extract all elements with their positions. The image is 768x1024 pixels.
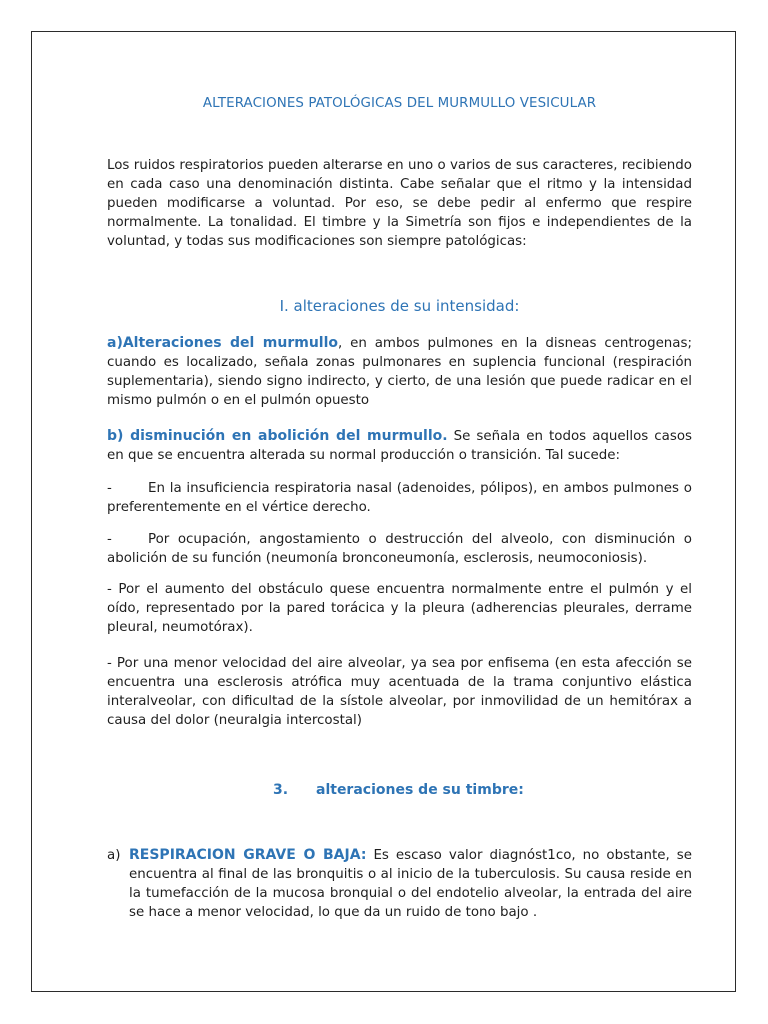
item-a-paragraph bbox=[107, 334, 692, 410]
dash-item-1 bbox=[107, 479, 692, 517]
item-b-text: Se señala en todos aquellos casos en que se encuentra alterada su normal producción o transición. Tal sucede: bbox=[107, 429, 693, 463]
dash-item-2 bbox=[107, 530, 692, 568]
document-title: ALTERACIONES PATOLÓGICAS DEL MURMULLO VESICULAR bbox=[202, 96, 597, 111]
dash-item-3: - Por el aumento del obstáculo quese encuentra normalmente entre el pulmón y el oído, representado por la pared torácica y la pleura (adherencias pleurales, derrame pleural, neumotórax). bbox=[107, 582, 692, 635]
dash-marker: - bbox=[107, 532, 112, 547]
list-item-a-lead: RESPIRACION GRAVE O BAJA: bbox=[129, 847, 367, 863]
section-3-heading-text: alteraciones de su timbre: bbox=[316, 782, 524, 798]
item-b-lead: b) disminución en abolición del murmullo. bbox=[107, 428, 448, 444]
item-a-lead: a)Alteraciones del murmullo bbox=[107, 335, 339, 351]
dash-item-4: - Por una menor velocidad del aire alveolar, ya sea por enfisema (en esta afección se encuentra una esclerosis atrófica muy acentuada de la trama conjuntivo elástica interalveolar, con dificultad de la sístole alveolar, por inmovilidad de un hemitórax a causa del dolor (neuralgia intercostal) bbox=[107, 656, 692, 728]
intro-paragraph: Los ruidos respiratorios pueden alterarse en uno o varios de sus caracteres, recibiendo en cada caso una denominación distinta. Cabe señalar que el ritmo y la intensidad pueden modificarse a voluntad. Por eso, se debe pedir al enfermo que respire normalmente. La tonalidad. El timbre y la Simetría son fijos e independientes de la voluntad, y todas sus modificaciones son siempre patológicas: bbox=[107, 158, 692, 249]
dash-marker: - bbox=[107, 481, 112, 496]
section-3-number: 3. bbox=[273, 782, 289, 798]
section-1-heading: I. alteraciones de su intensidad: bbox=[279, 297, 520, 315]
dash-item-2-text: Por ocupación, angostamiento o destrucción del alveolo, con disminución o abolición de su función (neumonía bronconeumonía, esclerosis, neumoconiosis). bbox=[107, 532, 692, 566]
document-page bbox=[31, 31, 736, 992]
list-item-a-text: Es escaso valor diagnóst1co, no obstante, se encuentra al final de las bronquitis o al inicio de la tuberculosis. Su causa reside en la tumefacción de la mucosa bronquial o del endotelio alveolar, la entrada del aire se hace a menor velocidad, lo que da un ruido de tono bajo . bbox=[129, 848, 692, 920]
list-item-a bbox=[107, 846, 692, 922]
list-item-a-body bbox=[129, 846, 692, 922]
item-a-text: , en ambos pulmones en la disneas centrogenas; cuando es localizado, señala zonas pulmonares en suplencia funcional (respiración suplementaria), siendo signo indirecto, y cierto, de una lesión que puede radicar en el mismo pulmón o en el pulmón opuesto bbox=[107, 336, 692, 408]
item-b-paragraph bbox=[107, 427, 692, 465]
list-marker: a) bbox=[107, 848, 121, 863]
dash-item-1-text: En la insuficiencia respiratoria nasal (adenoides, pólipos), en ambos pulmones o preferentemente en el vértice derecho. bbox=[107, 481, 692, 515]
